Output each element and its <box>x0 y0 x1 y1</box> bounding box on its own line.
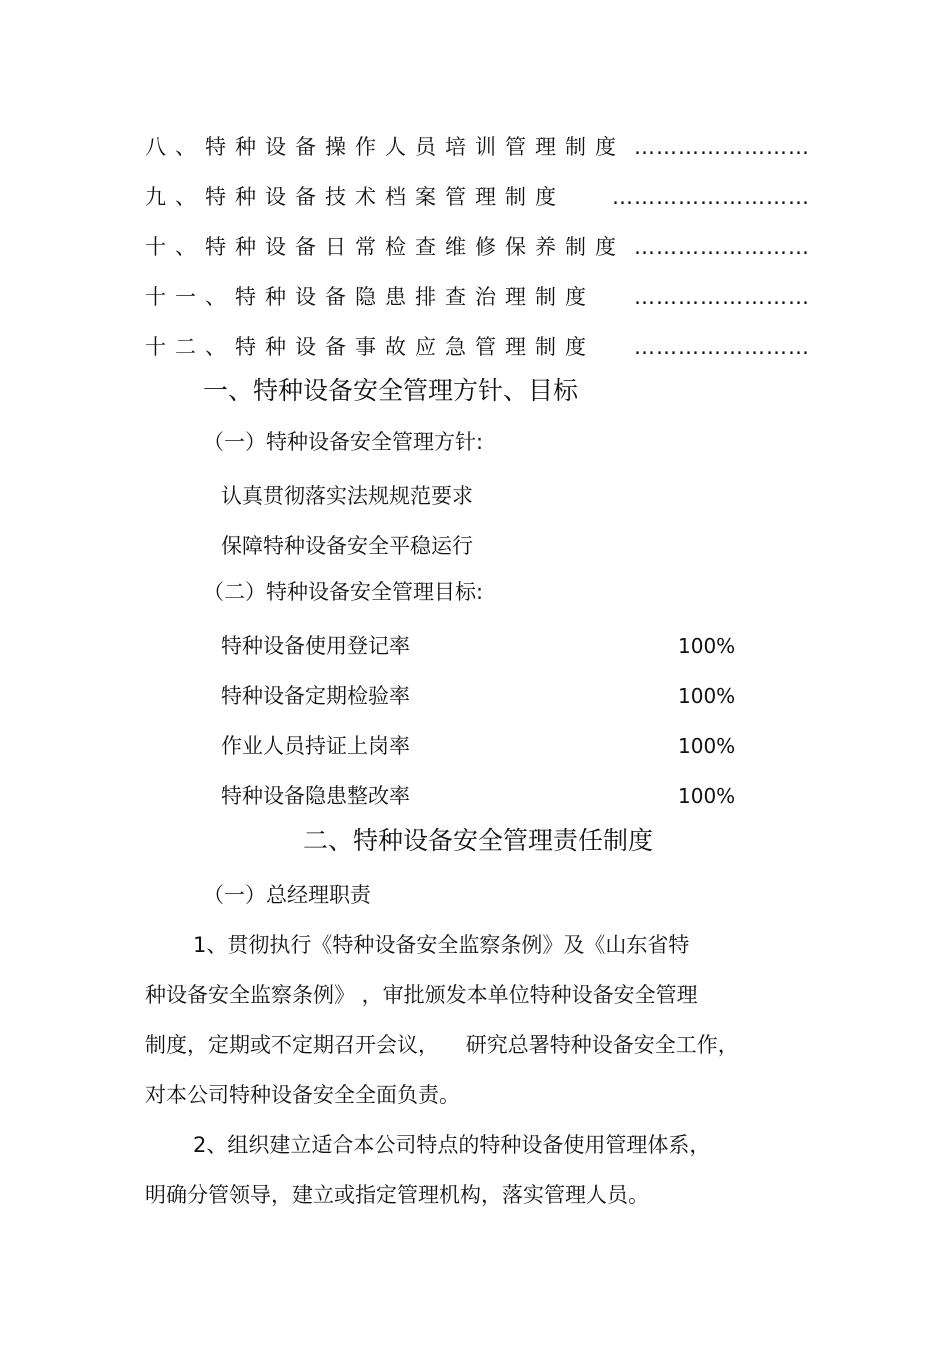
goal-value: 100% <box>678 734 736 758</box>
goal-value: 100% <box>678 634 736 658</box>
policy-line: 保障特种设备安全平稳运行 <box>221 534 473 558</box>
toc-item-text: 十、特种设备日常检查维修保养制度 <box>145 235 625 259</box>
section-title: 一、特种设备安全管理方针、目标 <box>203 376 579 405</box>
goal-label: 作业人员持证上岗率 <box>221 734 410 758</box>
goal-row <box>221 631 736 661</box>
policy-line: 认真贯彻落实法规规范要求 <box>221 484 473 508</box>
paragraph-line: 种设备安全监察条例》 ，审批颁发本单位特种设备安全管理 <box>145 983 698 1007</box>
toc-item <box>145 332 810 362</box>
toc-leader-dots: …………………… <box>634 135 810 159</box>
toc-item-text: 十二、特种设备事故应急管理制度 <box>145 335 595 359</box>
subsection-title: （二）特种设备安全管理目标: <box>203 580 484 604</box>
toc-item <box>145 232 810 262</box>
goal-value: 100% <box>678 784 736 808</box>
goal-row <box>221 731 736 761</box>
goal-value: 100% <box>678 684 736 708</box>
subsection-title: （一）总经理职责 <box>203 883 371 907</box>
goal-label: 特种设备隐患整改率 <box>221 784 410 808</box>
goal-label: 特种设备使用登记率 <box>221 634 410 658</box>
toc-leader-dots: ……………………… <box>612 185 810 209</box>
goal-label: 特种设备定期检验率 <box>221 684 410 708</box>
paragraph-line: 2、组织建立适合本公司特点的特种设备使用管理体系， <box>193 1133 711 1157</box>
toc-item-text: 九、特种设备技术档案管理制度 <box>145 185 565 209</box>
toc-item-text: 八、特种设备操作人员培训管理制度 <box>145 135 625 159</box>
toc-leader-dots: …………………… <box>634 335 810 359</box>
toc-item-text: 十一、特种设备隐患排查治理制度 <box>145 285 595 309</box>
paragraph-line: 1、贯彻执行《特种设备安全监察条例》及《山东省特 <box>193 933 690 957</box>
paragraph-line: 明确分管领导，建立或指定管理机构，落实管理人员。 <box>145 1183 649 1207</box>
paragraph-line: 对本公司特种设备安全全面负责。 <box>145 1083 460 1107</box>
toc-item <box>145 282 810 312</box>
paragraph-line: 制度，定期或不定期召开会议， 研究总署特种设备安全工作， <box>145 1033 739 1057</box>
toc-item <box>145 132 810 162</box>
toc-leader-dots: …………………… <box>634 285 810 309</box>
goal-row <box>221 781 736 811</box>
goal-row <box>221 681 736 711</box>
toc-leader-dots: …………………… <box>634 235 810 259</box>
toc-item <box>145 182 810 212</box>
section-title: 二、特种设备安全管理责任制度 <box>303 826 654 855</box>
subsection-title: （一）特种设备安全管理方针: <box>203 430 484 454</box>
